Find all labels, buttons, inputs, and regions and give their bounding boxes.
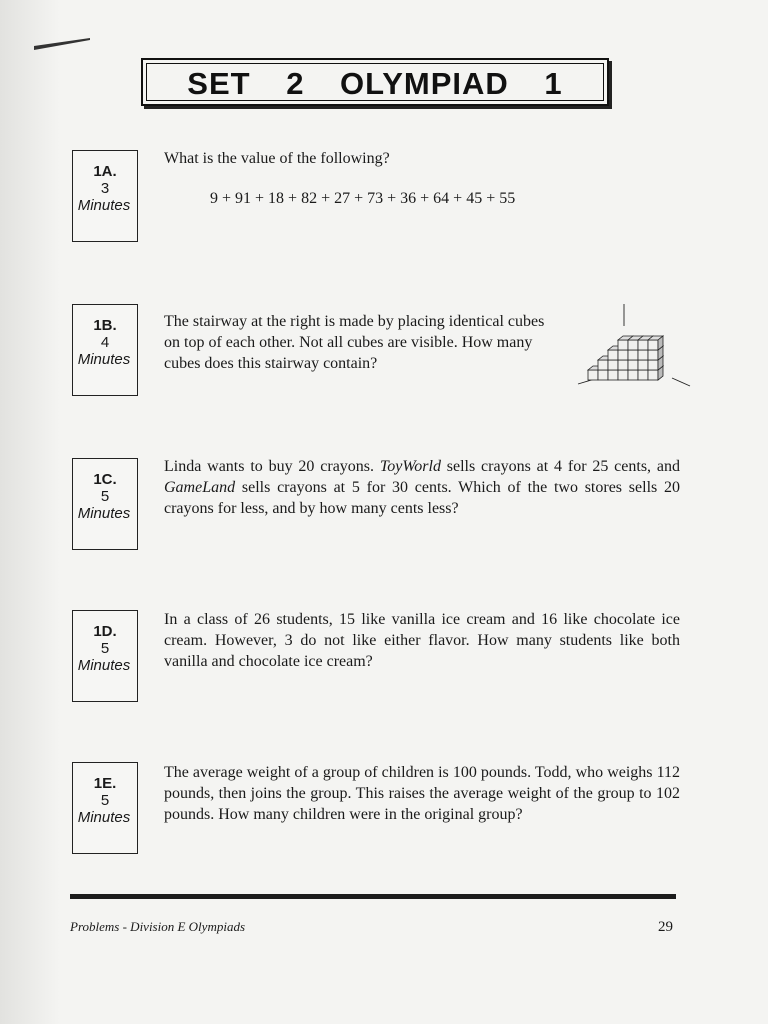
problem-minutes: 5 — [100, 488, 110, 505]
store-name: ToyWorld — [379, 458, 441, 475]
cube-front — [648, 340, 658, 350]
cube-front — [638, 360, 648, 370]
problem-minutes-unit: Minutes — [77, 505, 131, 522]
cube-front — [648, 370, 658, 380]
problem-minutes-unit: Minutes — [77, 809, 131, 826]
problem-text-1b: The stairway at the right is made by placing identical cubes on top of each other. Not all cubes are visible. How many cubes does this stairway contain? — [164, 313, 545, 372]
problem-text-1d: In a class of 26 students, 15 like vanilla ice cream and 16 like chocolate ice cream. However, 3 do not like either flavor. How many students like both vanilla and chocolate ice cream? — [164, 611, 680, 670]
footer-divider — [70, 894, 676, 899]
problem-text-1a: What is the value of the following? — [164, 150, 390, 167]
problem-minutes: 4 — [100, 334, 110, 351]
problem-text-1c — [164, 456, 680, 519]
cube-front — [608, 350, 618, 360]
store-name: GameLand — [164, 479, 236, 496]
problem-minutes-unit: Minutes — [77, 197, 131, 214]
cube-front — [648, 360, 658, 370]
cube-front — [638, 340, 648, 350]
problem-number: 1D. — [93, 623, 117, 640]
problem-number: 1A. — [93, 163, 117, 180]
cube-stairway-figure — [576, 302, 692, 394]
problem-label-1c — [72, 458, 138, 550]
cube-front — [618, 350, 628, 360]
cube-front — [608, 360, 618, 370]
title-box — [141, 58, 609, 106]
problem-expression-1a: 9 + 91 + 18 + 82 + 27 + 73 + 36 + 64 + 45 + 55 — [210, 190, 516, 207]
problem-label-1a — [72, 150, 138, 242]
corner-mark-icon — [34, 36, 90, 50]
cube-front — [628, 360, 638, 370]
cube-front — [608, 370, 618, 380]
problem-text-1e: The average weight of a group of children is 100 pounds. Todd, who weighs 112 pounds, then joins the group. This raises the average weight of the group to 102 pounds. How many children were in the original group? — [164, 764, 680, 823]
problem-number: 1B. — [93, 317, 117, 334]
page-title: SET 2 OLYMPIAD 1 — [187, 66, 563, 101]
cube-front — [628, 350, 638, 360]
problem-label-1b — [72, 304, 138, 396]
problem-minutes-unit: Minutes — [77, 657, 131, 674]
problem-number: 1E. — [93, 775, 117, 792]
problem-minutes: 5 — [100, 640, 110, 657]
page-number: 29 — [658, 919, 673, 935]
cube-front — [628, 370, 638, 380]
cube-front — [628, 340, 638, 350]
cube-front — [638, 350, 648, 360]
problem-minutes-unit: Minutes — [77, 351, 131, 368]
cube-front — [618, 360, 628, 370]
problem-text-part: Linda wants to buy 20 crayons. — [164, 458, 380, 475]
problem-label-1d — [72, 610, 138, 702]
cube-front — [598, 370, 608, 380]
cube-front — [648, 350, 658, 360]
problem-text-part: sells crayons at 5 for 30 cents. Which of the two stores sells 20 crayons for less, and by how many cents less? — [164, 479, 680, 517]
problem-label-1e — [72, 762, 138, 854]
problem-minutes: 3 — [100, 180, 110, 197]
problem-minutes: 5 — [100, 792, 110, 809]
problem-text-part: sells crayons at 4 for 25 cents, and — [440, 458, 680, 475]
page-edge-shadow — [0, 0, 60, 1024]
cube-front — [588, 370, 598, 380]
footer-book-title: Problems - Division E Olympiads — [70, 919, 245, 934]
problem-number: 1C. — [93, 471, 117, 488]
cube-front — [618, 340, 628, 350]
cube-front — [598, 360, 608, 370]
cube-front — [618, 370, 628, 380]
cube-front — [638, 370, 648, 380]
stairway-cubes — [588, 336, 663, 380]
